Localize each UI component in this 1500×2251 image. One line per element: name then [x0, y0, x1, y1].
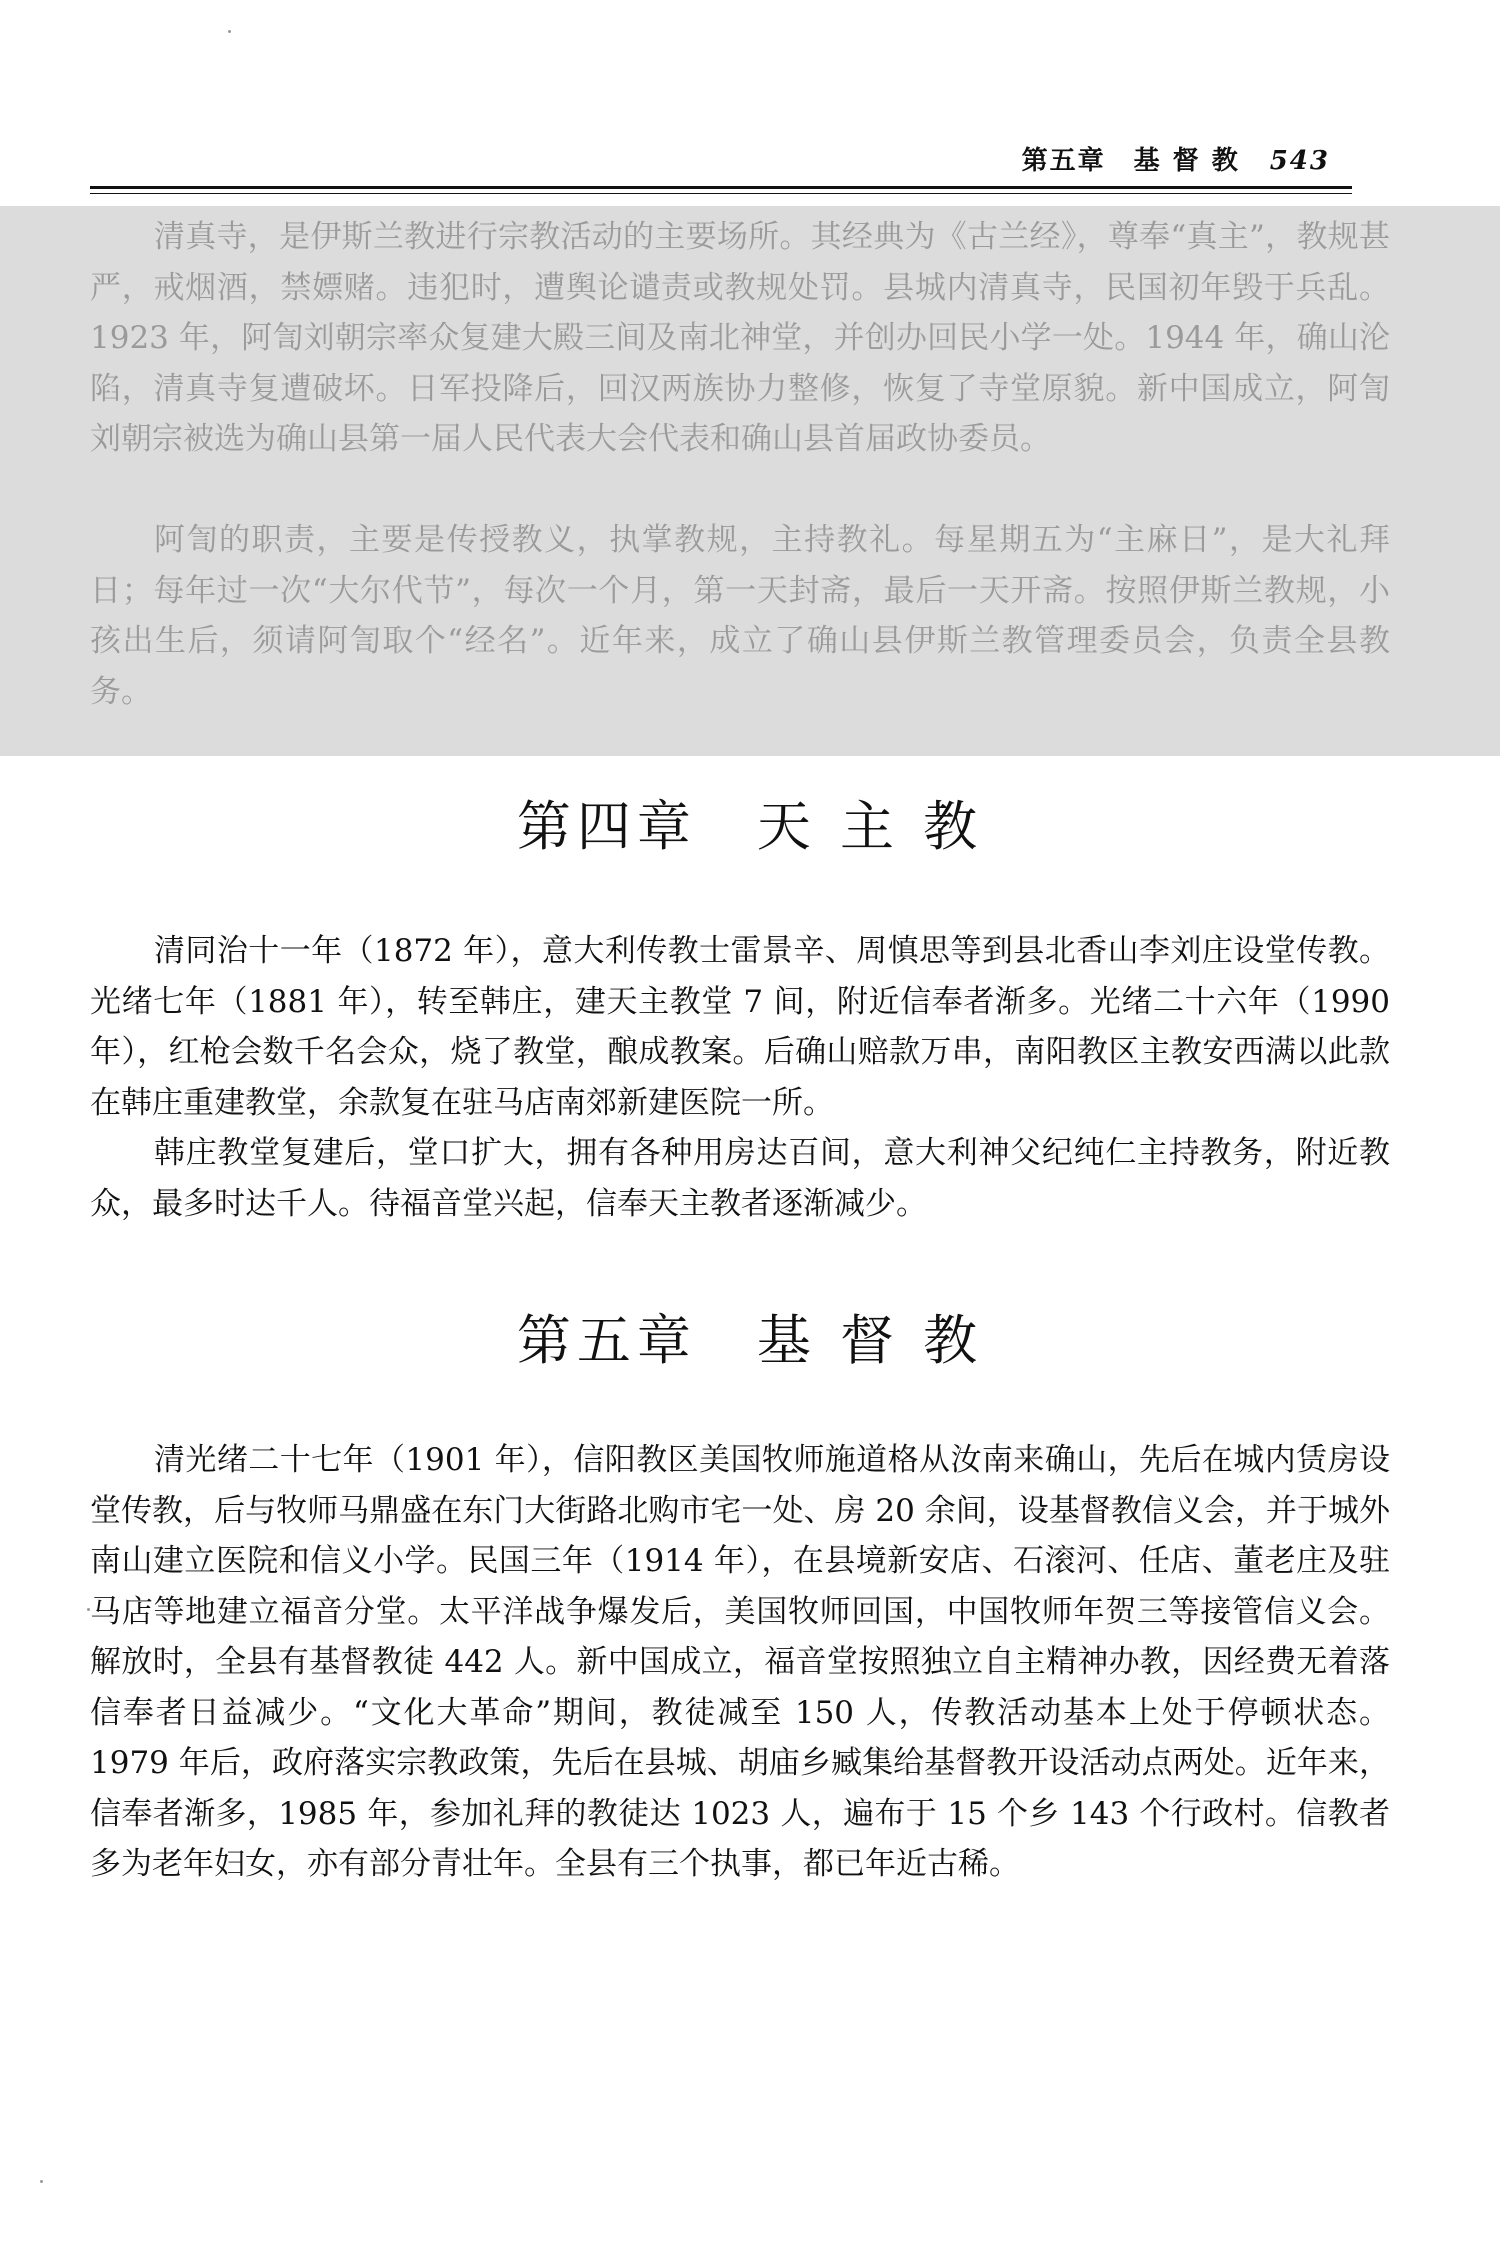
body-paragraph: 清同治十一年（1872 年），意大利传教士雷景辛、周慎思等到县北香山李刘庄设堂传教。光绪七年（1881 年），转至韩庄，建天主教堂 7 间，附近信奉者渐多。光绪二十六年（1990 年），红枪会数千名会众，烧了教堂，酿成教案。后确山赔款万串，南阳教区主教安西满以此款在韩庄重建教堂，余款复在驻马店南郊新建医院一所。	[90, 933, 1390, 1121]
chapter-title-catholicism: 第四章 天 主 教	[516, 795, 984, 858]
header-rule-thick	[90, 186, 1352, 189]
page-number: 543	[1269, 146, 1330, 176]
chapter-title-christianity: 第五章 基 督 教	[516, 1309, 984, 1372]
header-chapter-title: 第五章 基 督 教	[1021, 146, 1240, 176]
body-paragraph: 韩庄教堂复建后，堂口扩大，拥有各种用房达百间，意大利神父纪纯仁主持教务，附近教众，最多时达千人。待福音堂兴起，信奉天主教者逐渐减少。	[90, 1135, 1390, 1222]
scan-speck	[87, 1608, 90, 1611]
shaded-paragraph: 阿訇的职责，主要是传授教义，执掌教规，主持教礼。每星期五为“主麻日”，是大礼拜日；每年过一次“大尔代节”，每次一个月，第一天封斋，最后一天开斋。按照伊斯兰教规，小孩出生后，须请阿訇取个“经名”。近年来，成立了确山县伊斯兰教管理委员会，负责全县教务。	[90, 522, 1390, 710]
shaded-paragraph: 清真寺，是伊斯兰教进行宗教活动的主要场所。其经典为《古兰经》，尊奉“真主”，教规甚严，戒烟酒，禁嫖赌。违犯时，遭舆论谴责或教规处罚。县城内清真寺，民国初年毁于兵乱。1923 年，阿訇刘朝宗率众复建大殿三间及南北神堂，并创办回民小学一处。1944 年，确山沦陷，清真寺复遭破坏。日军投降后，回汉两族协力整修，恢复了寺堂原貌。新中国成立，阿訇刘朝宗被选为确山县第一届人民代表大会代表和确山县首届政协委员。	[90, 219, 1390, 457]
scan-speck	[228, 30, 231, 33]
running-header	[90, 140, 1340, 180]
body-paragraph: 清光绪二十七年（1901 年），信阳教区美国牧师施道格从汝南来确山，先后在城内赁房设堂传教，后与牧师马鼎盛在东门大街路北购市宅一处、房 20 余间，设基督教信义会，并于城外南山建立医院和信义小学。民国三年（1914 年），在县境新安店、石滚河、任店、董老庄及驻马店等地建立福音分堂。太平洋战争爆发后，美国牧师回国，中国牧师年贺三等接管信义会。解放时，全县有基督教徒 442 人。新中国成立，福音堂按照独立自主精神办教，因经费无着落信奉者日益减少。“文化大革命”期间，教徒减至 150 人，传教活动基本上处于停顿状态。1979 年后，政府落实宗教政策，先后在县城、胡庙乡臧集给基督教开设活动点两处。近年来，信奉者渐多，1985 年，参加礼拜的教徒达 1023 人，遍布于 15 个乡 143 个行政村。信教者多为老年妇女，亦有部分青壮年。全县有三个执事，都已年近古稀。	[90, 1442, 1390, 1882]
header-rule-thin	[90, 193, 1352, 194]
scan-speck	[40, 2180, 43, 2183]
